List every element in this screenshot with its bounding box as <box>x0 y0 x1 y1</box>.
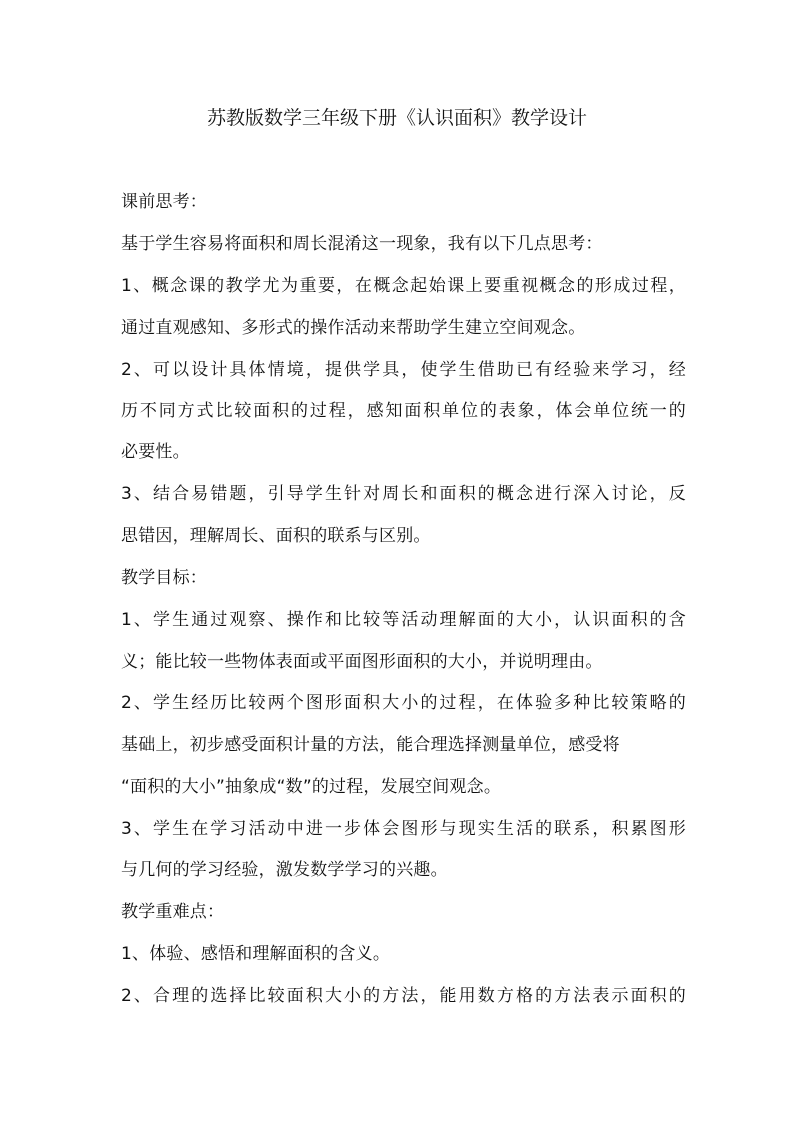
paragraph-line: 与几何的学习经验，激发数学学习的兴趣。 <box>121 860 448 880</box>
paragraph-line: 2、学生经历比较两个图形面积大小的过程，在体验多种比较策略的 <box>121 693 686 713</box>
paragraph-line: 历不同方式比较面积的过程，感知面积单位的表象，体会单位统一的 <box>121 401 686 421</box>
section-heading-teaching-goals: 教学目标： <box>121 568 207 588</box>
paragraph-line: 2、合理的选择比较面积大小的方法，能用数方格的方法表示面积的 <box>121 986 686 1006</box>
paragraph-line: 3、结合易错题，引导学生针对周长和面积的概念进行深入讨论，反 <box>121 484 686 504</box>
paragraph-line: 基础上，初步感受面积计量的方法，能合理选择测量单位，感受将 <box>121 735 620 755</box>
paragraph-line: 通过直观感知、多形式的操作活动来帮助学生建立空间观念。 <box>121 318 586 338</box>
paragraph-line: 1、概念课的教学尤为重要，在概念起始课上要重视概念的形成过程， <box>121 276 686 296</box>
paragraph-line: 必要性。 <box>121 442 190 462</box>
document-title: 苏教版数学三年级下册《认识面积》教学设计 <box>206 107 587 129</box>
paragraph-line: 1、体验、感悟和理解面积的含义。 <box>121 944 391 964</box>
paragraph-line: 3、学生在学习活动中进一步体会图形与现实生活的联系，积累图形 <box>121 819 686 839</box>
paragraph-line: “面积的大小”抽象成“数”的过程，发展空间观念。 <box>121 777 502 797</box>
paragraph-line: 思错因，理解周长、面积的联系与区别。 <box>121 526 431 546</box>
paragraph-line: 2、可以设计具体情境，提供学具，使学生借助已有经验来学习，经 <box>121 360 686 380</box>
paragraph-line: 义；能比较一些物体表面或平面图形面积的大小，并说明理由。 <box>121 652 603 672</box>
section-heading-key-difficulties: 教学重难点： <box>121 902 225 922</box>
section-heading-pre-class-thinking: 课前思考： <box>121 192 207 212</box>
paragraph-line: 基于学生容易将面积和周长混淆这一现象，我有以下几点思考： <box>121 234 603 254</box>
paragraph-line: 1、学生通过观察、操作和比较等活动理解面的大小，认识面积的含 <box>121 610 686 630</box>
